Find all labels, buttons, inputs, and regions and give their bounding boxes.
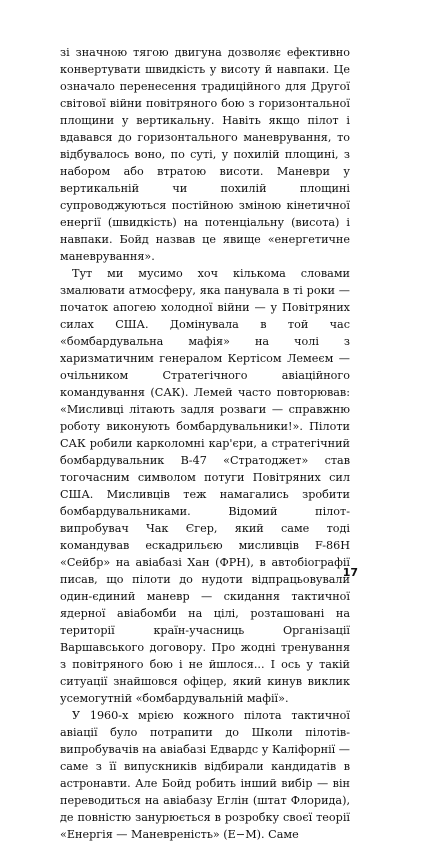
page-number: 17 — [342, 566, 358, 579]
paragraph-atmosphere: Тут ми мусимо хоч кількома словами змалювати атмосферу, яка панувала в ті роки — початок апогею холодної війни — у Повітряних силах США. Домінувала в той час «бомбардувальна мафія» на чолі з харизматичним генералом Кертісом Лемеєм — очільником Стратегічного авіаційного командування (САК). Лемей часто повторював: «Мисливці літають задля розваги — справжню роботу виконують бомбардувальники!». Пілоти САК робили карколомні кар'єри, а стратегічний бомбардувальник В-47 «Стратоджет» став тогочасним символом потуги Повітряних сил США. Мисливців теж намагались зробити бомбардувальниками. Відомий пілот-випробувач Чак Єгер, який саме тоді командував ескадрильєю мисливців F-86H «Сейбр» на авіабазі Хан (ФРН), в автобіографії писав, що пілоти до нудоти відпрацьовували один-єдиний маневр — скидання тактичної ядерної авіабомби на цілі, розташовані на території країн-учасниць Організації Варшавського договору. Про жодні тренування з повітряного бою і не йшлося... І ось у такій ситуації знайшовся офіцер, який кинув виклик усемогутній «бомбардувальній мафії». — [60, 267, 350, 705]
paragraph-continuation: зі значною тягою двигуна дозволяє ефективно конвертувати швидкість у висоту й навпаки. Це означало перенесення традиційного для Другої світової війни повітряного бою з горизонтальної площини у вертикальну. Навіть якщо пілот і вдавався до горизонтального маневрування, то відбувалось воно, по суті, у похилій площині, з набором або втратою висоти. Маневри у вертикальній чи похилій площині супроводжуються постійною зміною кінетичної енергії (швидкість) на потенціальну (висота) і навпаки. Бойд назвав це явище «енергетичне маневрування». — [60, 46, 350, 263]
paragraph-1960s: У 1960-х мрією кожного пілота тактичної авіації було потрапити до Школи пілотів-випробувачів на авіабазі Едвардс у Каліфорнії — саме з її випускників відбирали кандидатів в астронавти. Але Бойд робить інший вибір — він переводиться на авіабазу Еглін (штат Флорида), де повністю занурюється в розробку своєї теорії «Енергія — Маневреність» (Е−М). Саме — [60, 709, 350, 841]
book-page — [60, 44, 350, 841]
